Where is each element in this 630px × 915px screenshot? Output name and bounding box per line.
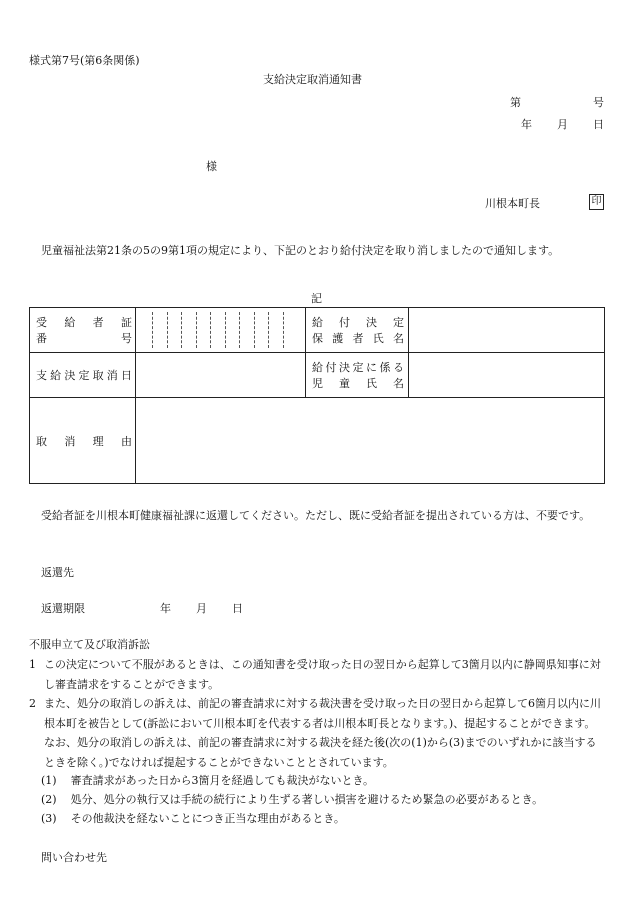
appeal-sub-2: (2) 処分、処分の執行又は手続の続行により生ずる著しい損害を避けるため緊急の必要があるとき。 — [41, 793, 544, 806]
child-name-field[interactable] — [409, 353, 605, 398]
cert-number-label: 受 給 者 証 番 号 — [30, 308, 136, 353]
date-month: 月 — [557, 118, 568, 131]
date-day: 日 — [593, 118, 604, 131]
intro-text: 児童福祉法第21条の5の9第1項の規定により、下記のとおり給付決定を取り消しましたので通知します。 — [41, 244, 560, 257]
doc-number-prefix: 第 — [510, 96, 521, 109]
cancel-reason-field[interactable] — [136, 398, 605, 484]
return-deadline-day: 日 — [232, 602, 243, 615]
document-title: 支給決定取消通知書 — [263, 73, 362, 86]
cancel-date-field[interactable] — [136, 353, 306, 398]
return-deadline-label: 返還期限 — [41, 602, 85, 615]
appeal-sub-3: (3) その他裁決を経ないことにつき正当な理由があるとき。 — [41, 812, 345, 825]
seal-mark: 印 — [589, 194, 604, 210]
issuer-name: 川根本町長 — [485, 197, 540, 210]
recipient-suffix: 様 — [206, 160, 217, 173]
guardian-name-label: 給 付 決 定 保 護 者 氏 名 — [306, 308, 409, 353]
cancel-date-label: 支 給 決 定 取 消 日 — [30, 353, 136, 398]
appeal-item-1: 1 この決定について不服があるときは、この通知書を受け取った日の翌日から起算して3箇月以内に静岡県知事に対し審査請求をすることができます。 — [29, 658, 601, 691]
form-number: 様式第7号(第6条関係) — [29, 54, 140, 67]
guardian-name-field[interactable] — [409, 308, 605, 353]
doc-number-suffix: 号 — [593, 96, 604, 109]
cancel-reason-label: 取 消 理 由 — [30, 398, 136, 484]
appeal-heading: 不服申立て及び取消訴訟 — [29, 638, 150, 651]
return-deadline-month: 月 — [196, 602, 207, 615]
ki-heading: 記 — [311, 292, 322, 305]
contact-label: 問い合わせ先 — [41, 851, 107, 864]
appeal-sub-1: (1) 審査請求があった日から3箇月を経過しても裁決がないとき。 — [41, 774, 375, 787]
appeal-item-2: 2 また、処分の取消しの訴えは、前記の審査請求に対する裁決書を受け取った日の翌日から起算して6箇月以内に川根本町を被告として(訴訟において川根本町を代表する者は川根本町長となります。)、提起することができます。なお、処分の取消しの訴えは、前記の審査請求に対する裁決を経た後(次の(1)から(3)までのいずれかに該当するときを除く。)でなければ提起することができないこととされています。 — [29, 697, 601, 769]
return-destination-label: 返還先 — [41, 566, 74, 579]
child-name-label: 給 付 決 定 に 係 る 児 童 氏 名 — [306, 353, 409, 398]
date-year: 年 — [521, 118, 532, 131]
return-notice: 受給者証を川根本町健康福祉課に返還してください。ただし、既に受給者証を提出されている方は、不要です。 — [41, 509, 591, 522]
return-deadline-year: 年 — [160, 602, 171, 615]
cancellation-table — [29, 307, 605, 484]
cert-number-digits[interactable] — [136, 308, 306, 353]
